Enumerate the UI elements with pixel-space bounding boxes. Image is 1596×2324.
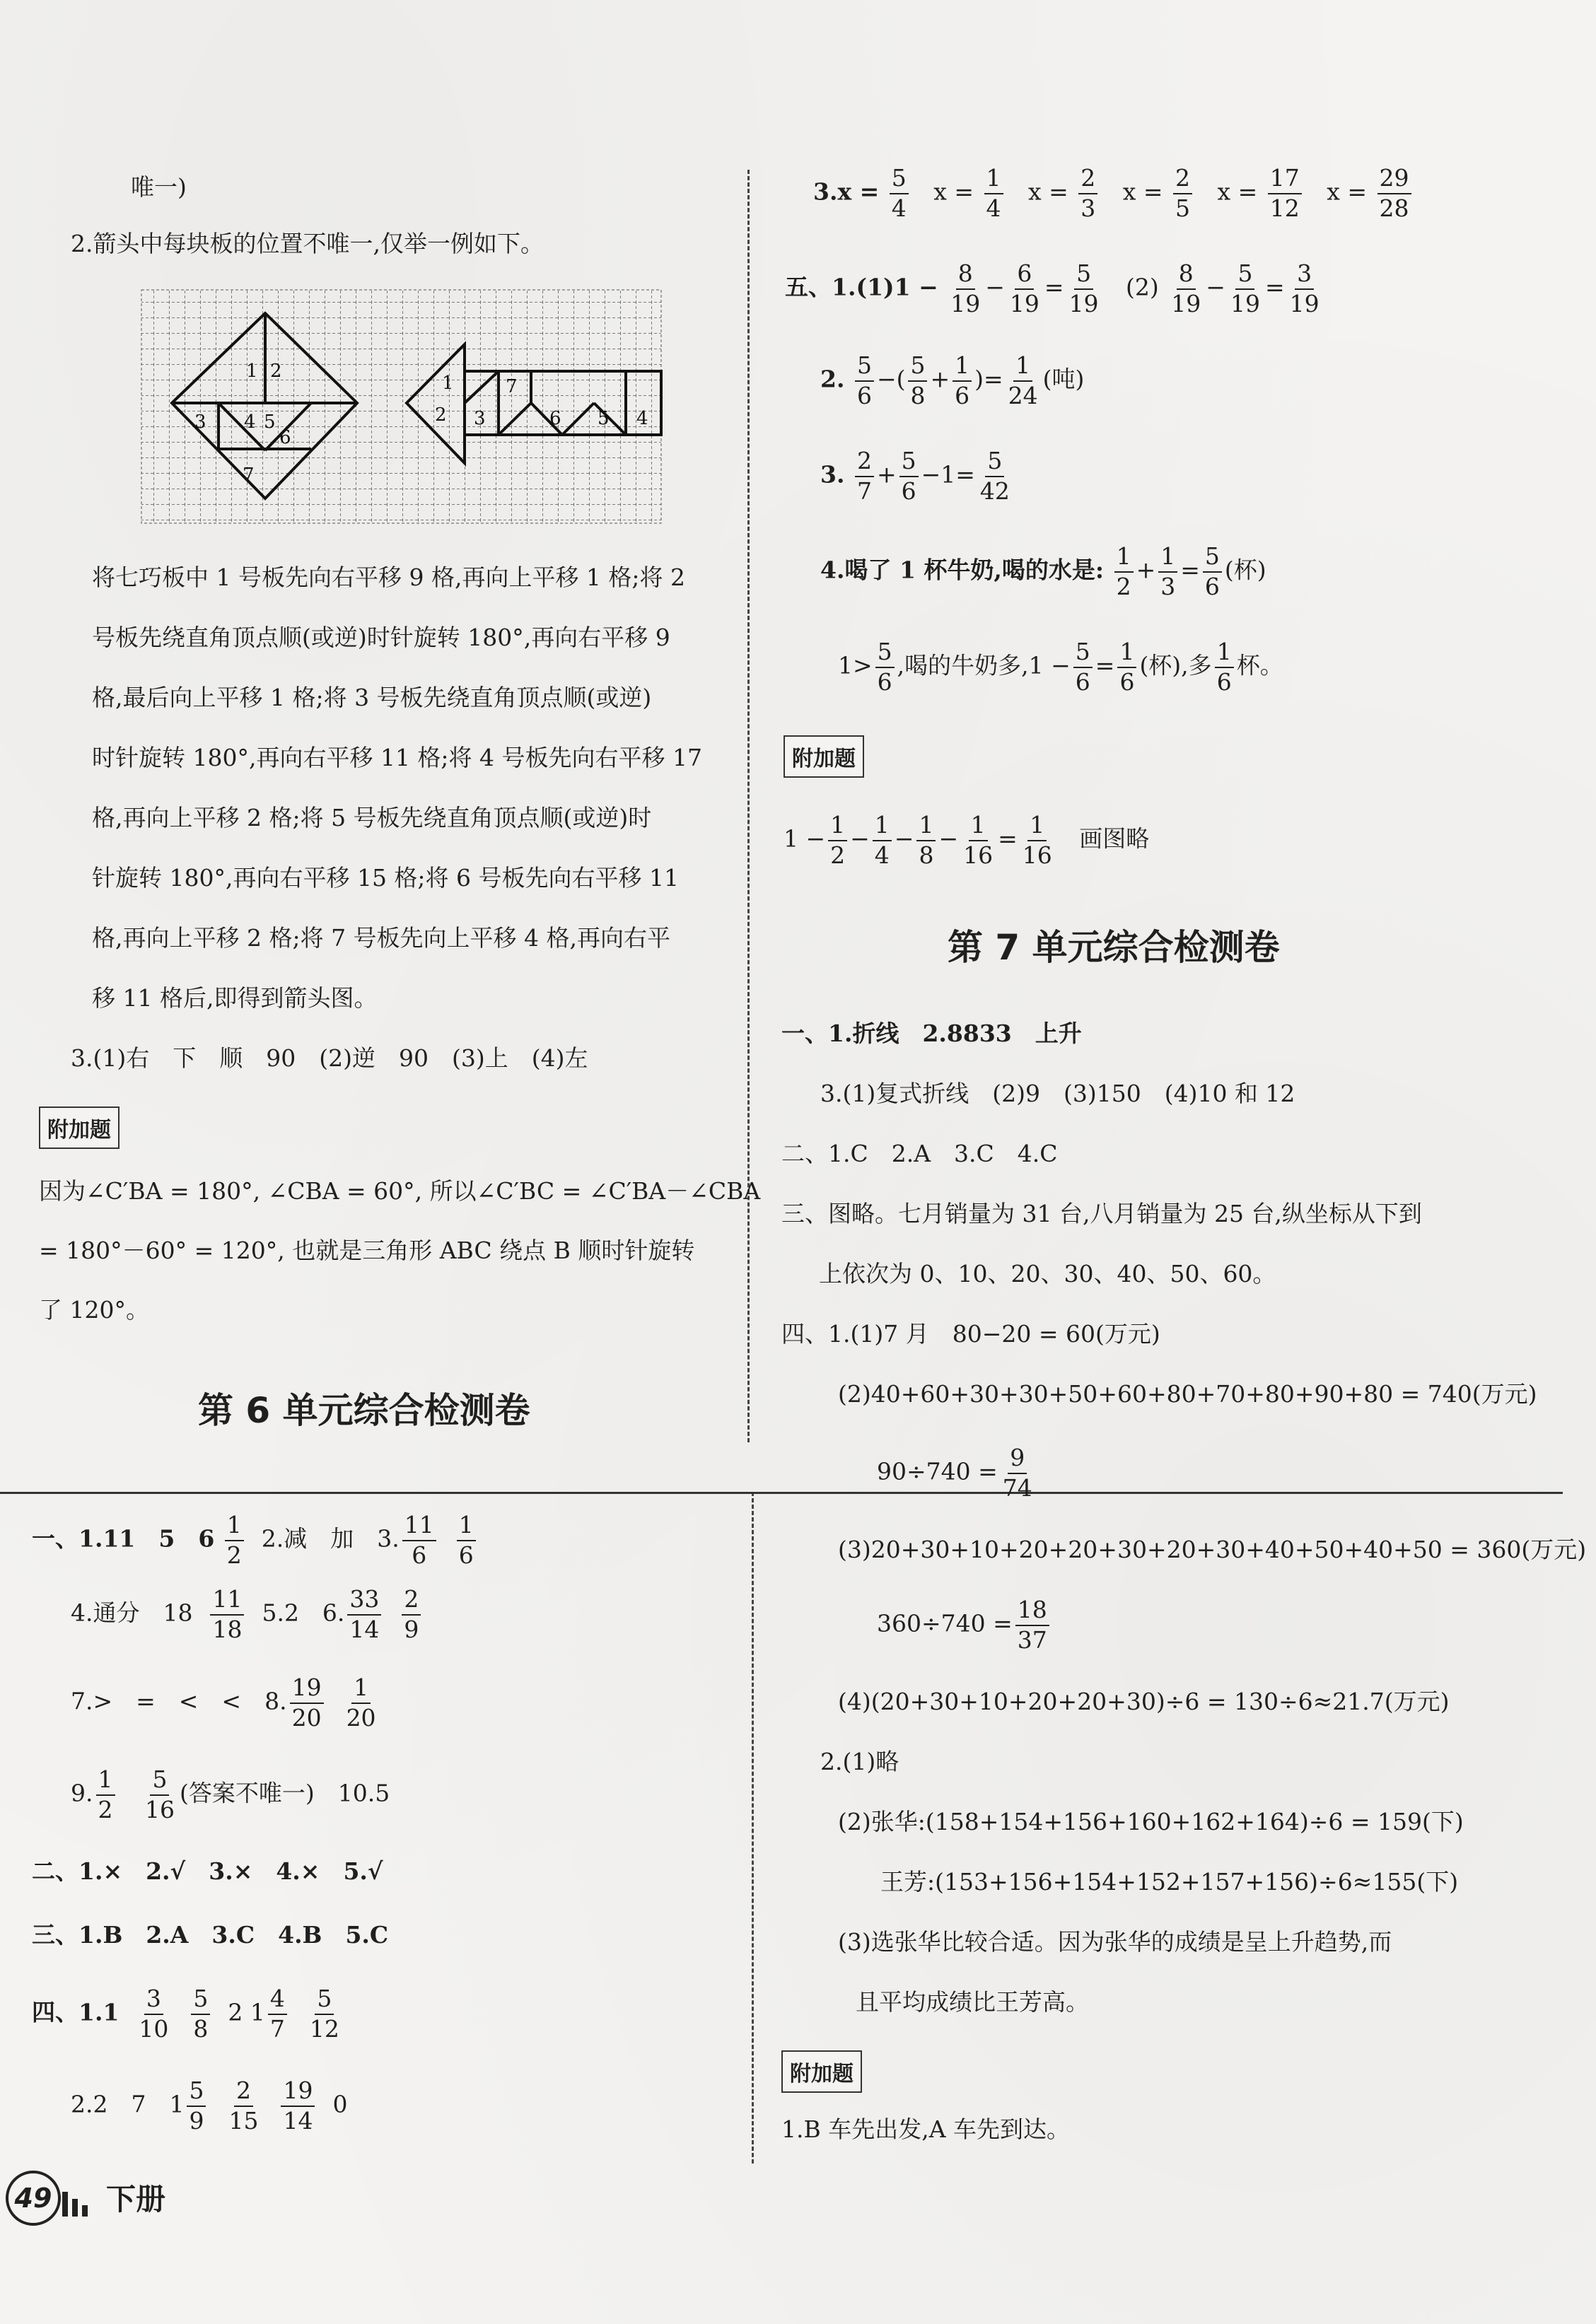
- unit7-title: 第 7 单元综合检测卷: [948, 927, 1280, 968]
- s5-q4: 4.喝了 1 杯牛奶,喝的水是: $\frac{1}{2}$ + $\frac{1}{3}$ = $\frac{5}{6}$ (杯): [820, 542, 1266, 600]
- s5-q2: 2. $\frac{5}{6}$ −( $\frac{5}{8}$ + $\frac{1}{6}$ )= $\frac{1}{24}$ (吨): [820, 351, 1085, 409]
- unit7-line: 1.B 车先出发,A 车先到达。: [781, 2115, 1071, 2143]
- q2-text: 2.箭头中每块板的位置不唯一,仅举一例如下。: [71, 230, 544, 257]
- unit7-line: 三、图略。七月销量为 31 台,八月销量为 25 台,纵坐标从下到: [781, 1200, 1422, 1227]
- fold-line: [0, 1492, 1563, 1494]
- unit7-line: 且平均成绩比王芳高。: [856, 1988, 1089, 2016]
- unit6-l2: 4.通分 18 $\frac{11}{18}$ 5.2 6. $\frac{33}{14}$ $\frac{2}{9}$: [71, 1587, 424, 1642]
- column-divider-top: [747, 170, 750, 1442]
- bar-icon: [62, 2188, 98, 2217]
- extra-line: = 180°－60° = 120°, 也就是三角形 ABC 绕点 B 顺时针旋转: [39, 1237, 695, 1264]
- tile-label: 5: [264, 411, 276, 433]
- q3-prefix: 3.x =: [813, 177, 880, 206]
- tile-label: 1: [246, 361, 258, 382]
- unit6-l3: 7.> = < < 8. $\frac{19}{20}$ $\frac{1}{20}$: [71, 1674, 376, 1732]
- continuation-text: 唯一): [131, 173, 187, 201]
- fraction: $\frac{2}{5}$: [1173, 166, 1192, 221]
- tile-label: 4: [636, 408, 648, 429]
- x-eq: x =: [1327, 177, 1368, 206]
- unit7-line: 四、1.(1)7 月 80−20 = 60(万元): [781, 1320, 1160, 1348]
- s5-q1: 五、1.(1)1 − $\frac{8}{19}$ − $\frac{6}{19}$ = $\frac{5}{19}$ (2) $\frac{8}{19}$ − $\frac{5}{19}$ = $\frac{3}{19}$: [785, 259, 1320, 317]
- unit7-line: 王芳:(153+156+154+152+157+156)÷6≈155(下): [880, 1868, 1459, 1896]
- para-line: 号板先绕直角顶点顺(或逆)时针旋转 180°,再向右平移 9: [92, 624, 670, 651]
- unit7-line: 3.(1)复式折线 (2)9 (3)150 (4)10 和 12: [820, 1080, 1295, 1107]
- unit7-line: 一、1.折线 2.8833 上升: [781, 1020, 1082, 1047]
- unit7-line: 360÷740 = $\frac{18}{37}$: [877, 1598, 1052, 1652]
- tile-label: 6: [549, 408, 561, 429]
- right-extra: 1 − $\frac{1}{2}$ − $\frac{1}{4}$ − $\frac{1}{8}$ − $\frac{1}{16}$ = $\frac{1}{16}$ 画图略: [784, 811, 1150, 869]
- unit6-l4: 9. $\frac{1}{2}$ $\frac{5}{16}$ (答案不唯一) 10.5: [71, 1765, 390, 1823]
- unit7-line: (2)40+60+30+30+50+60+80+70+80+90+80 = 740(万元): [838, 1380, 1537, 1408]
- tangram-figure: [138, 286, 668, 527]
- tile-label: 5: [598, 408, 610, 429]
- tile-label: 7: [243, 465, 255, 486]
- unit6-l8: 2.2 7 1 $\frac{5}{9}$ $\frac{2}{15}$ $\frac{19}{14}$ 0: [71, 2077, 348, 2135]
- para-line: 格,再向上平移 2 格;将 7 号板先向上平移 4 格,再向右平: [92, 924, 671, 952]
- para-line: 格,再向上平移 2 格;将 5 号板先绕直角顶点顺(或逆)时: [92, 804, 652, 831]
- unit7-line: (4)(20+30+10+20+20+30)÷6 = 130÷6≈21.7(万元): [838, 1688, 1450, 1715]
- x-eq: x =: [933, 177, 974, 206]
- unit6-l6: 三、1.B 2.A 3.C 4.B 5.C: [32, 1921, 389, 1949]
- s5-q1-label: 五、1.(1)1 −: [785, 273, 938, 301]
- unit7-line: (3)选张华比较合适。因为张华的成绩是呈上升趋势,而: [838, 1928, 1392, 1956]
- fraction: $\frac{5}{4}$: [890, 166, 909, 221]
- para-line: 针旋转 180°,再向右平移 15 格;将 6 号板先向右平移 11: [92, 864, 680, 892]
- fraction: $\frac{2}{3}$: [1078, 166, 1097, 221]
- extra-line: 因为∠C′BA = 180°, ∠CBA = 60°, 所以∠C′BC = ∠C′BA－∠CBA: [39, 1177, 761, 1205]
- volume-label: 下册: [106, 2182, 166, 2217]
- unit7-line: 上依次为 0、10、20、30、40、50、60。: [819, 1260, 1276, 1287]
- para-line: 时针旋转 180°,再向右平移 11 格;将 4 号板先向右平移 17: [92, 744, 703, 771]
- para-line: 将七巧板中 1 号板先向右平移 9 格,再向上平移 1 格;将 2: [92, 564, 686, 591]
- tile-label: 3: [474, 408, 486, 429]
- x-eq: x =: [1217, 177, 1258, 206]
- unit7-line: 2.(1)略: [820, 1748, 899, 1775]
- tile-label: 3: [194, 411, 206, 433]
- para-line: 格,最后向上平移 1 格;将 3 号板先绕直角顶点顺(或逆): [92, 684, 652, 711]
- s5-q1-part2: (2): [1126, 273, 1159, 301]
- unit6-l7: 四、1.1 $\frac{3}{10}$ $\frac{5}{8}$ 2 1 $\frac{4}{7}$ $\frac{5}{12}$: [32, 1985, 339, 2043]
- tile-label: 2: [435, 404, 447, 426]
- unit6-l5: 二、1.× 2.√ 3.× 4.× 5.√: [32, 1857, 383, 1885]
- tile-label: 1: [442, 373, 454, 394]
- fraction: $\frac{1}{4}$: [984, 166, 1003, 221]
- unit7-line: 90÷740 = $\frac{9}{74}$: [877, 1444, 1032, 1502]
- unit6-title: 第 6 单元综合检测卷: [198, 1390, 530, 1431]
- fraction: $\frac{29}{28}$: [1377, 166, 1411, 221]
- tile-label: 6: [279, 427, 291, 448]
- fraction: $\frac{17}{12}$: [1268, 166, 1302, 221]
- right-q3: [813, 166, 1414, 221]
- unit6-l1: 一、1.11 5 6 $\frac{1}{2}$ 2.减 加 3. $\frac{11}{6}$ $\frac{1}{6}$: [32, 1513, 479, 1567]
- tile-label: 4: [244, 411, 256, 433]
- column-divider-bottom: [752, 1492, 754, 2164]
- unit7-line: (3)20+30+10+20+20+30+20+30+40+50+40+50 = 360(万元): [838, 1536, 1587, 1563]
- s5-q4-b: 1> $\frac{5}{6}$ ,喝的牛奶多,1 − $\frac{5}{6}$ = $\frac{1}{6}$ (杯),多 $\frac{1}{6}$ 杯。: [838, 638, 1283, 696]
- x-eq: x =: [1122, 177, 1163, 206]
- s5-q3: 3. $\frac{2}{7}$ + $\frac{5}{6}$ −1= $\frac{5}{42}$: [820, 447, 1010, 505]
- unit7-line: 二、1.C 2.A 3.C 4.C: [781, 1140, 1058, 1167]
- page-number-badge: 49: [6, 2171, 61, 2226]
- para-line: 移 11 格后,即得到箭头图。: [92, 984, 378, 1012]
- extra-question-badge: 附加题: [39, 1106, 120, 1149]
- q3-answers: 3.(1)右 下 顺 90 (2)逆 90 (3)上 (4)左: [71, 1044, 588, 1072]
- unit7-line: (2)张华:(158+154+156+160+162+164)÷6 = 159(下): [838, 1808, 1464, 1835]
- x-eq: x =: [1028, 177, 1068, 206]
- extra-line: 了 120°。: [39, 1296, 149, 1324]
- extra-question-badge-right: 附加题: [784, 735, 864, 778]
- tile-label: 2: [270, 361, 282, 382]
- extra-question-badge-unit7: 附加题: [781, 2050, 862, 2093]
- tile-label: 7: [506, 376, 518, 397]
